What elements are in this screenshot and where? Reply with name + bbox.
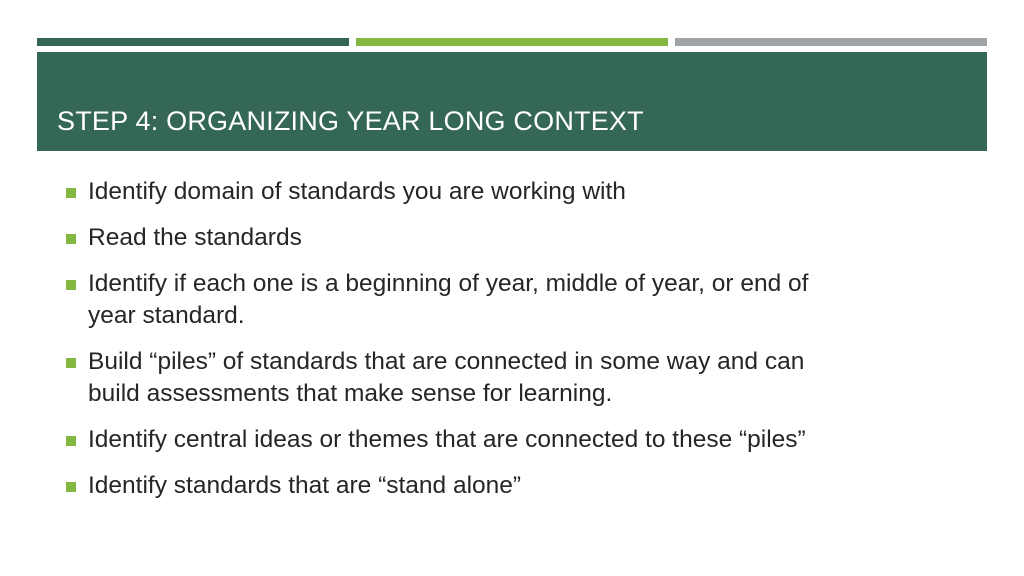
accent-bar-gray: [675, 38, 987, 46]
bullet-item: [66, 470, 826, 502]
bullet-text: Identify domain of standards you are working with: [88, 178, 626, 205]
square-bullet-icon: [66, 482, 76, 492]
square-bullet-icon: [66, 436, 76, 446]
bullet-text: Identify standards that are “stand alone”: [88, 472, 522, 499]
bullet-item: [66, 346, 826, 410]
bullet-text: Identify central ideas or themes that are connected to these “piles”: [88, 426, 806, 453]
square-bullet-icon: [66, 358, 76, 368]
slide-title: STEP 4: ORGANIZING YEAR LONG CONTEXT: [57, 106, 644, 136]
title-banner: [37, 52, 987, 151]
bullet-item: [66, 268, 826, 332]
bullet-item: [66, 424, 826, 456]
bullet-item: [66, 176, 826, 208]
bullet-text: Read the standards: [88, 224, 302, 251]
bullet-list: [66, 176, 826, 502]
bullet-text: Identify if each one is a beginning of year, middle of year, or end of year standard.: [88, 270, 809, 329]
bullet-text: Build “piles” of standards that are connected in some way and can build assessments that make sense for learning.: [88, 348, 805, 407]
bullet-item: [66, 222, 826, 254]
accent-bar-light-green: [356, 38, 668, 46]
square-bullet-icon: [66, 234, 76, 244]
accent-bar-dark-green: [37, 38, 349, 46]
square-bullet-icon: [66, 188, 76, 198]
square-bullet-icon: [66, 280, 76, 290]
